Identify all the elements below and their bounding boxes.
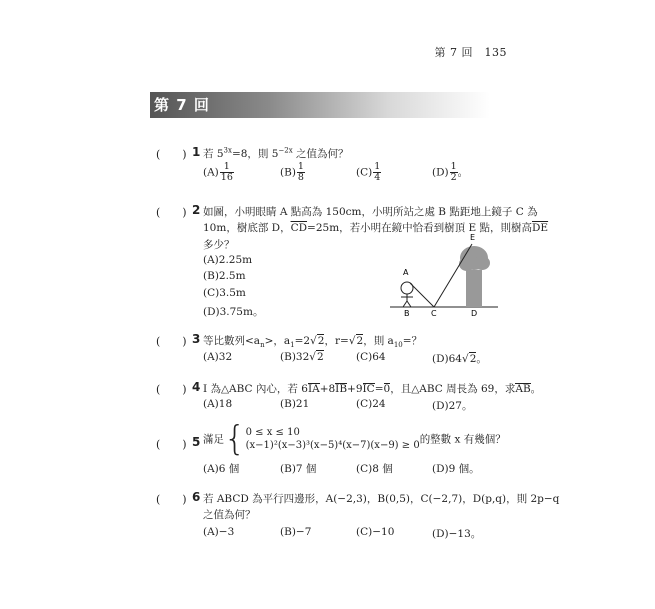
option-2d[interactable]: (D)3.75m。 <box>203 306 264 318</box>
answer-blank-1[interactable]: ( ) <box>156 148 187 161</box>
option-6a[interactable]: (A)−3 <box>203 526 235 538</box>
option-5a[interactable]: (A)6 個 <box>203 463 240 475</box>
question-text-2-line1: 如圖，小明眼睛 A 點高為 150cm，小明所站之處 B 點距地上鏡子 C 為 <box>203 206 538 218</box>
mirror-tree-figure <box>388 230 506 320</box>
option-3c[interactable]: (C)64 <box>356 351 386 363</box>
option-1c[interactable]: (C) $\frac{1}{4}$ <box>356 161 381 183</box>
option-5b[interactable]: (B)7 個 <box>280 463 317 475</box>
answer-blank-4[interactable]: ( ) <box>156 383 187 396</box>
label-E: E <box>470 233 476 242</box>
label-B: B <box>404 309 410 318</box>
question-number-6: 6 <box>192 490 201 504</box>
condition-2: (x−1)²(x−3)³(x−5)⁴(x−7)(x−9) ≥ 0 <box>245 440 420 451</box>
option-4d[interactable]: (D)27。 <box>432 400 473 412</box>
condition-1: 0 ≤ x ≤ 10 <box>245 427 300 438</box>
question-text-2-line2: 10m，樹底部 D，$\overline{CD}=25m$，若小明在鏡中恰看到樹頂 E 點，則樹高$\overline{DE}$ <box>203 222 549 234</box>
question-number-1: 1 <box>192 145 201 159</box>
label-C: C <box>431 309 437 318</box>
option-3d[interactable]: (D)64√2。 <box>432 353 487 365</box>
question-text-5: 滿足{ 0 ≤ x ≤ 10 (x−1)²(x−3)³(x−5)⁴(x−7)(x−9) ≥ 0 的整數 x 有幾個？ <box>203 419 506 459</box>
option-1a[interactable]: (A) $\frac{1}{16}$ <box>203 161 233 183</box>
answer-blank-6[interactable]: ( ) <box>156 493 187 506</box>
option-2c[interactable]: (C)3.5m <box>203 287 246 299</box>
chapter-title: 第 7 回 <box>154 96 210 114</box>
option-2b[interactable]: (B)2.5m <box>203 270 246 282</box>
option-1b[interactable]: (B) $\frac{1}{8}$ <box>280 161 304 183</box>
option-4a[interactable]: (A)18 <box>203 398 233 410</box>
question-number-3: 3 <box>192 332 201 346</box>
system-brace: { <box>224 419 246 459</box>
person-leg-right <box>407 301 411 307</box>
question-text-1: 若 $5^{3x}=8$，則 $5^{-2x}$ 之值為何？ <box>203 146 349 160</box>
option-3b[interactable]: (B)32√2 <box>280 351 324 363</box>
tree-trunk <box>466 270 482 307</box>
ray-eye-to-mirror <box>410 283 434 307</box>
option-5c[interactable]: (C)8 個 <box>356 463 393 475</box>
question-text-4: I 為△ABC 內心，若 6IA+8IB+9IC=0，且△ABC 周長為 69，求AB。 <box>203 383 542 395</box>
option-4b[interactable]: (B)21 <box>280 398 310 410</box>
question-number-5: 5 <box>192 435 201 449</box>
label-A: A <box>403 268 409 277</box>
answer-blank-2[interactable]: ( ) <box>156 206 187 219</box>
question-text-6-line1: 若 ABCD 為平行四邊形，A(−2,3)，B(0,5)，C(−2,7)，D(p,q)，則 2p−q <box>203 493 560 505</box>
label-D: D <box>471 309 478 318</box>
option-1d[interactable]: (D) $\frac{1}{2}$ 。 <box>432 161 469 183</box>
option-6d[interactable]: (D)−13。 <box>432 528 482 540</box>
option-6b[interactable]: (B)−7 <box>280 526 312 538</box>
question-number-2: 2 <box>192 203 201 217</box>
person-leg-left <box>403 301 407 307</box>
question-text-3: 等比數列$<a_n>$，$a_1=2√2$，r=√2，則 $a_{10}=$？ <box>203 335 423 350</box>
question-number-4: 4 <box>192 380 201 394</box>
question-text-6-line2: 之值為何？ <box>203 509 256 521</box>
question-text-2-line3: 多少？ <box>203 239 235 251</box>
option-5d[interactable]: (D)9 個。 <box>432 463 480 475</box>
answer-blank-3[interactable]: ( ) <box>156 335 187 348</box>
option-4c[interactable]: (C)24 <box>356 398 386 410</box>
option-3a[interactable]: (A)32 <box>203 351 233 363</box>
option-6c[interactable]: (C)−10 <box>356 526 395 538</box>
page-header: 第 7 回 135 <box>434 46 507 59</box>
option-2a[interactable]: (A)2.25m <box>203 254 253 266</box>
answer-blank-5[interactable]: ( ) <box>156 438 187 451</box>
